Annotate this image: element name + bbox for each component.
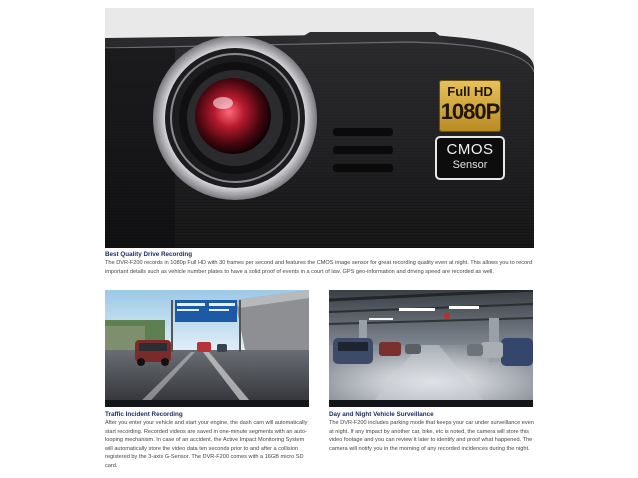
full-hd-label: Full HD — [447, 84, 493, 99]
section-body-traffic-incident: After you enter your vehicle and start your engine, the dash cam will automatically start recording. Recorded videos are saved in one-minute segments with an auto-looping mechanism. In case of an accident, the Active Impact Monitoring System will automatically store the video data ten seconds prior to and after a collision registered by the 3-axis G-Sensor. The DVR-F200 comes with a 16GB micro SD card. — [105, 420, 308, 469]
sensor-label: Sensor — [452, 159, 488, 171]
section-title-best-quality: Best Quality Drive Recording — [105, 251, 193, 258]
section-body-best-quality: The DVR-F200 records in 1080p Full HD with 30 frames per second and features the CMOS image sensor for great recording quality even at night. This allows you to record important details such as vehicle number plates to have a solid proof of events in a court of law. GPS geo-information and driving speed are recorded as well. — [105, 260, 533, 275]
hero-product-image — [105, 8, 534, 248]
section-title-day-night: Day and Night Vehicle Surveillance — [329, 411, 434, 418]
full-hd-1080p-badge — [439, 80, 501, 132]
cmos-label: CMOS — [446, 141, 494, 158]
section-body-day-night: The DVR-F200 includes parking mode that keeps your car under surveillance even at night. If any impact by another car, bike, etc is noted, the camera will store this video footage and you can review it later to identify and proof what happened. The camera will notify you in the morning of any recorded incidences during the night. — [329, 420, 534, 452]
resolution-label: 1080P — [440, 99, 500, 124]
parking-garage-night-photo — [329, 290, 533, 407]
cmos-sensor-badge — [435, 136, 505, 180]
highway-driving-photo — [105, 290, 309, 407]
section-title-traffic-incident: Traffic Incident Recording — [105, 411, 183, 418]
